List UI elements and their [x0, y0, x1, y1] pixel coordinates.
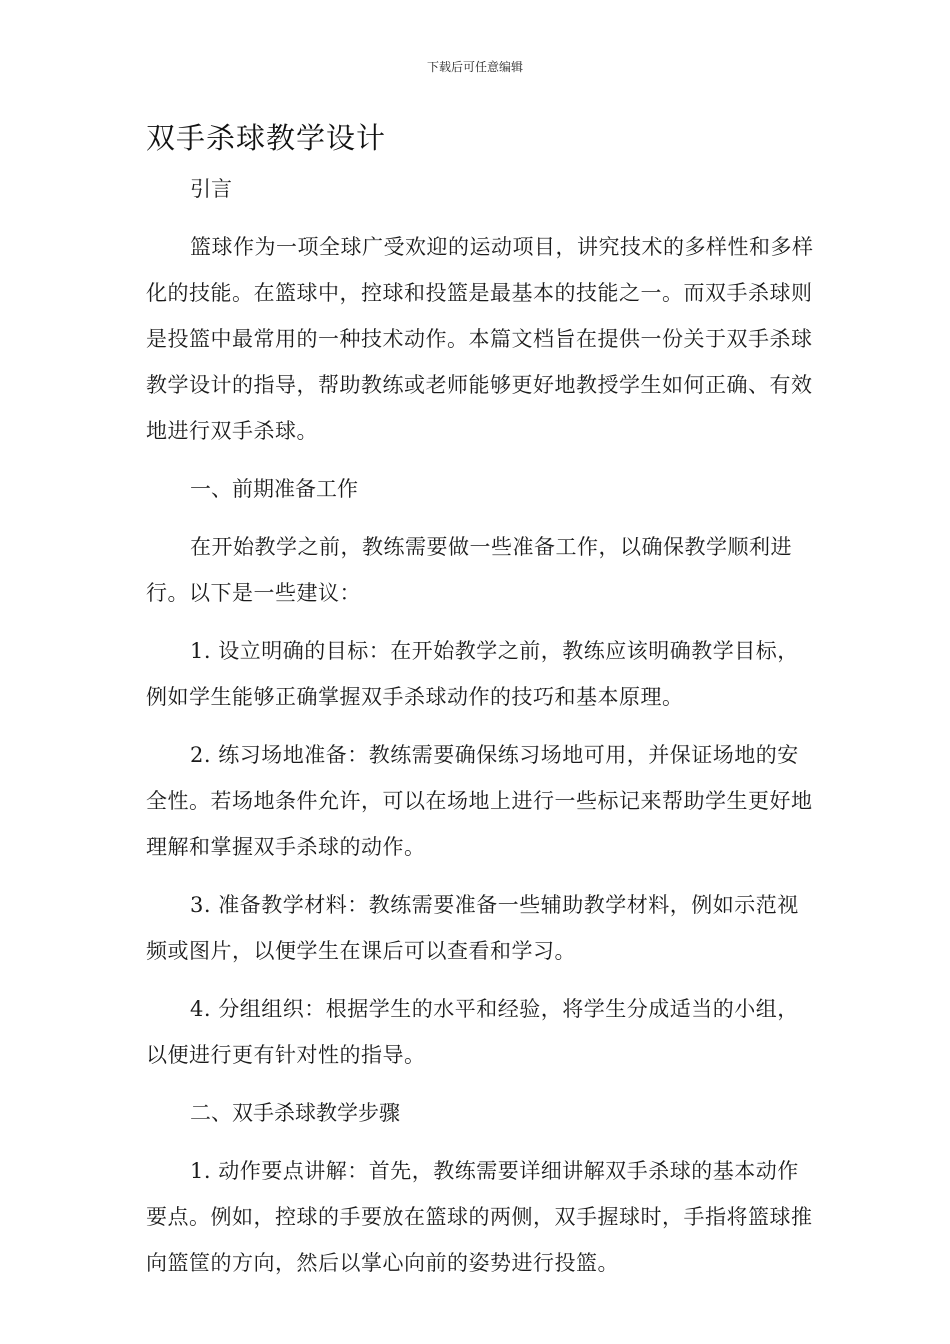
- document-title: 双手杀球教学设计: [146, 121, 387, 155]
- list-item-venue: 2. 练习场地准备：教练需要确保练习场地可用，并保证场地的安全性。若场地条件允许，可以在场地上进行一些标记来帮助学生更好地理解和掌握双手杀球的动作。: [146, 743, 813, 859]
- paragraph-intro: 篮球作为一项全球广受欢迎的运动项目，讲究技术的多样性和多样化的技能。在篮球中，控球和投篮是最基本的技能之一。而双手杀球则是投篮中最常用的一种技术动作。本篇文档旨在提供一份关于双手杀球教学设计的指导，帮助教练或老师能够更好地教授学生如何正确、有效地进行双手杀球。: [146, 235, 814, 443]
- header-note: 下载后可任意编辑: [426, 60, 523, 74]
- paragraph-preparation: 在开始教学之前，教练需要做一些准备工作，以确保教学顺利进行。以下是一些建议：: [146, 535, 792, 605]
- list-item-goal: 1. 设立明确的目标：在开始教学之前，教练应该明确教学目标，例如学生能够正确掌握双手杀球动作的技巧和基本原理。: [146, 639, 799, 709]
- document-body: [146, 166, 816, 1298]
- section-heading-intro: 引言: [190, 177, 232, 201]
- section-heading-steps: 二、双手杀球教学步骤: [190, 1101, 400, 1125]
- list-item-grouping: 4. 分组组织：根据学生的水平和经验，将学生分成适当的小组，以便进行更有针对性的指导。: [146, 997, 799, 1067]
- list-item-explanation: 1. 动作要点讲解：首先，教练需要详细讲解双手杀球的基本动作要点。例如，控球的手要放在篮球的两侧，双手握球时，手指将篮球推向篮筐的方向，然后以掌心向前的姿势进行投篮。: [146, 1159, 813, 1275]
- list-item-materials: 3. 准备教学材料：教练需要准备一些辅助教学材料，例如示范视频或图片，以便学生在课后可以查看和学习。: [146, 893, 799, 963]
- section-heading-preparation: 一、前期准备工作: [190, 477, 358, 501]
